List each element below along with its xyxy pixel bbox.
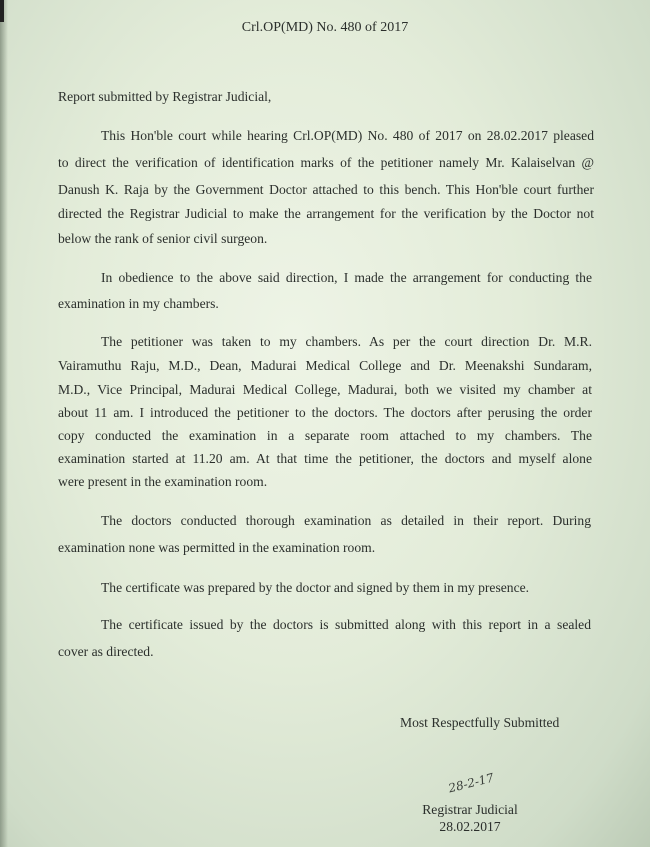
paragraph-3-line-1: The petitioner was taken to my chambers. As per the court direction Dr. M.R.: [101, 334, 592, 349]
paragraph-2-line-1: In obedience to the above said direction, I made the arrangement for conducting the: [101, 270, 592, 285]
paragraph-3-line-6: examination started at 11.20 am. At that time the petitioner, the doctors and myself alone: [58, 451, 592, 466]
paragraph-3-line-4: about 11 am. I introduced the petitioner to the doctors. The doctors after perusing the order: [58, 405, 592, 420]
paragraph-5-line-1: The certificate was prepared by the doctor and signed by them in my presence.: [101, 580, 530, 595]
paragraph-1-line-3: Danush K. Raja by the Government Doctor attached to this bench. This Hon'ble court further: [58, 182, 594, 197]
report-subject: Report submitted by Registrar Judicial,: [58, 89, 272, 104]
signature-date: 28.02.2017: [439, 819, 501, 834]
paragraph-1-line-4: directed the Registrar Judicial to make the arrangement for the verification by the Doctor not: [58, 206, 594, 221]
paragraph-3-line-2: Vairamuthu Raju, M.D., Dean, Madurai Medical College and Dr. Meenakshi Sundaram,: [58, 358, 592, 373]
paragraph-6-line-1: The certificate issued by the doctors is submitted along with this report in a sealed: [101, 617, 591, 632]
corner-mark: [0, 0, 4, 22]
paragraph-6-line-2: cover as directed.: [58, 644, 154, 659]
paragraph-1-line-5: below the rank of senior civil surgeon.: [58, 231, 268, 246]
handwritten-initials: 28-2-17: [446, 770, 496, 796]
page-edge-shadow: [0, 0, 8, 847]
paragraph-2-line-2: examination in my chambers.: [58, 296, 219, 311]
case-number: Crl.OP(MD) No. 480 of 2017: [241, 20, 409, 35]
paragraph-3-line-7: were present in the examination room.: [58, 474, 268, 489]
signatory-title: Registrar Judicial: [422, 802, 518, 817]
paragraph-3-line-3: M.D., Vice Principal, Madurai Medical College, Madurai, both we visited my chamber at: [58, 382, 592, 397]
paragraph-4-line-1: The doctors conducted thorough examination as detailed in their report. During: [101, 513, 591, 528]
paragraph-3-line-5: copy conducted the examination in a separate room attached to my chambers. The: [58, 428, 592, 443]
paragraph-1-line-2: to direct the verification of identification marks of the petitioner namely Mr. Kalaiselvan @: [58, 155, 594, 170]
paragraph-1-line-1: This Hon'ble court while hearing Crl.OP(MD) No. 480 of 2017 on 28.02.2017 pleased: [101, 128, 594, 143]
closing-line: Most Respectfully Submitted: [400, 715, 560, 730]
paragraph-4-line-2: examination none was permitted in the examination room.: [58, 540, 376, 555]
